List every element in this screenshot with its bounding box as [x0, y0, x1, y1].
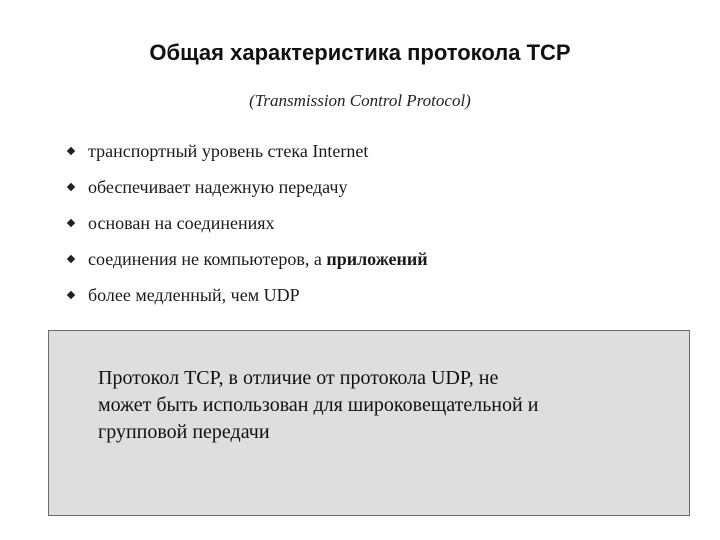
bullet-text: обеспечивает надежную передачу: [88, 177, 348, 197]
slide-subtitle: (Transmission Control Protocol): [249, 91, 471, 110]
bullet-diamond-icon: [67, 291, 75, 299]
bullet-diamond-icon: [67, 147, 75, 155]
note-line: может быть использован для широковещательной и: [98, 394, 539, 416]
bullet-diamond-icon: [67, 183, 75, 191]
bullet-text: более медленный, чем UDP: [88, 285, 300, 305]
note-line: групповой передачи: [98, 421, 270, 443]
bullet-text: транспортный уровень стека Internet: [88, 141, 369, 161]
note-box: [48, 330, 690, 516]
bullet-diamond-icon: [67, 219, 75, 227]
bullet-diamond-icon: [67, 255, 75, 263]
bullet-bold-text: приложений: [326, 249, 428, 269]
bullet-list: [68, 140, 428, 320]
note-text: [98, 365, 658, 446]
bullet-text: соединения не компьютеров, а: [88, 249, 327, 269]
bullet-text: основан на соединениях: [88, 213, 275, 233]
bullet-item: [68, 140, 428, 176]
bullet-item: [68, 284, 428, 320]
slide-title: Общая характеристика протокола TCP: [149, 40, 571, 65]
bullet-item: [68, 248, 428, 284]
bullet-item: [68, 212, 428, 248]
bullet-item: [68, 176, 428, 212]
note-line: Протокол TCP, в отличие от протокола UDP, не: [98, 367, 499, 389]
